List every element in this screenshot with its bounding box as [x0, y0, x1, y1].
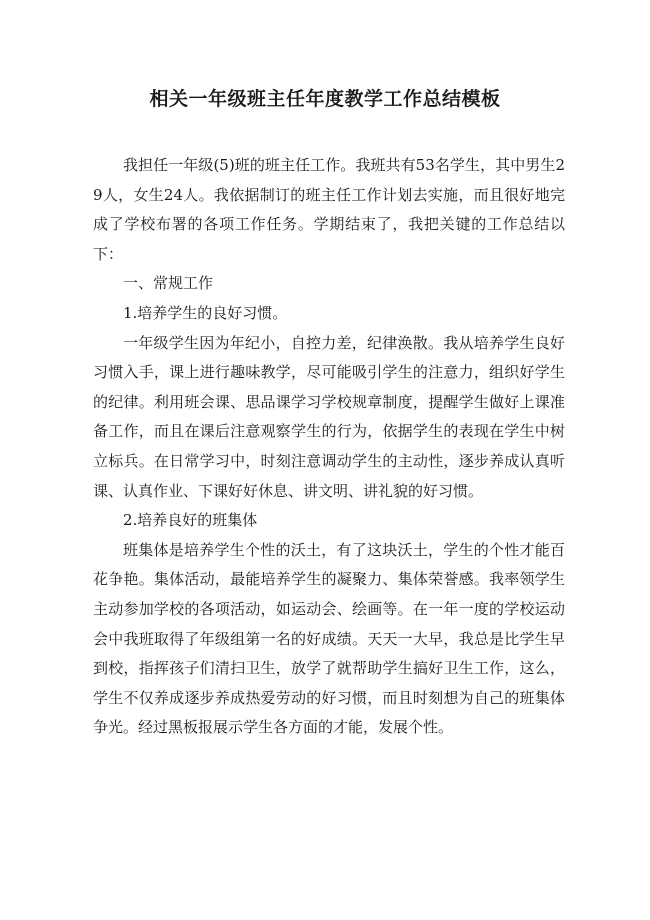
good-habits-paragraph: 一年级学生因为年纪小，自控力差，纪律涣散。我从培养学生良好习惯入手，课上进行趣味教学，尽可能吸引学生的注意力，组织好学生的纪律。利用班会课、思品课学习学校规章制度，提醒学生做好上课准备工作，而且在课后注意观察学生的行为，依据学生的表现在学生中树立标兵。在日常学习中，时刻注意调动学生的主动性，逐步养成认真听课、认真作业、下课好好休息、讲文明、讲礼貌的好习惯。 — [93, 333, 565, 500]
document-title: 相关一年级班主任年度教学工作总结模板 — [149, 88, 501, 110]
section-heading-routine-work: 一、常规工作 — [123, 274, 214, 293]
intro-paragraph: 我担任一年级(5)班的班主任工作。我班共有53名学生，其中男生29人，女生24人。我依据制订的班主任工作计划去实施，而且很好地完成了学校布署的各项工作任务。学期结束了，我把关键的工作总结以下： — [93, 156, 565, 263]
document-body — [93, 151, 565, 743]
subheading-good-habits: 1.培养学生的良好习惯。 — [123, 303, 288, 322]
class-collective-paragraph: 班集体是培养学生个性的沃土，有了这块沃土，学生的个性才能百花争艳。集体活动，最能培养学生的凝聚力、集体荣誉感。我率领学生主动参加学校的各项活动，如运动会、绘画等。在一年一度的学校运动会中我班取得了年级组第一名的好成绩。天天一大早，我总是比学生早到校，指挥孩子们清扫卫生，放学了就帮助学生搞好卫生工作，这么，学生不仅养成逐步养成热爱劳动的好习惯，而且时刻想为自己的班集体争光。经过黑板报展示学生各方面的才能，发展个性。 — [93, 540, 565, 737]
subheading-class-collective: 2.培养良好的班集体 — [123, 511, 258, 530]
